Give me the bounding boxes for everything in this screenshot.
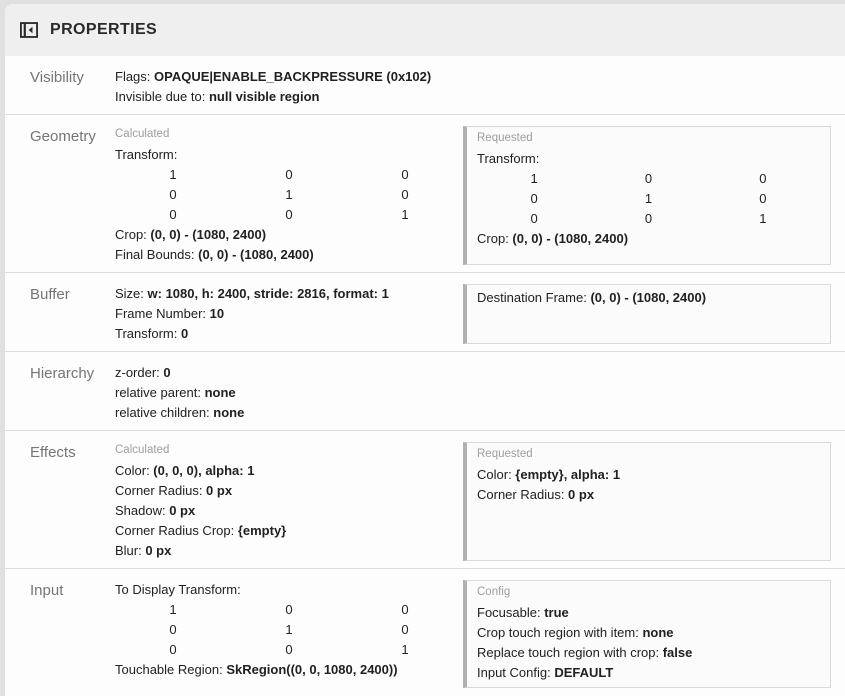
property-line [115,87,831,107]
property-line [477,623,820,643]
property-key: Corner Radius: [115,483,207,498]
matrix-cell: 0 [169,187,177,202]
property-line [115,541,463,561]
section-buffer [5,273,845,352]
transform-matrix [115,600,463,660]
requested-box [463,126,831,265]
property-key: Focusable: [477,605,545,620]
property-key: Input Config: [477,665,555,680]
property-value: (0, 0) - (1080, 2400) [150,227,267,242]
matrix-cell: 0 [759,171,767,186]
matrix-cell: 0 [169,622,177,637]
property-value: 0 px [568,487,595,502]
section-label: Visibility [30,69,84,86]
section-content [115,284,831,344]
section-content [115,580,831,688]
property-line [477,663,820,683]
property-line [477,603,820,623]
property-value: SkRegion((0, 0, 1080, 2400)) [226,662,398,677]
property-value: none [204,385,236,400]
property-key: Blur: [115,543,146,558]
matrix-cell: 1 [285,187,293,202]
property-value: true [544,605,569,620]
property-key: Size: [115,286,148,301]
property-line [477,229,820,249]
transform-matrix [477,169,820,229]
matrix-cell: 1 [285,622,293,637]
properties-panel [5,4,845,696]
matrix-cell: 1 [169,602,177,617]
property-key: Crop: [115,227,151,242]
property-line [115,481,463,501]
property-line: To Display Transform: [115,582,241,597]
collapse-panel-button[interactable] [17,18,41,42]
property-key: z-order: [115,365,164,380]
property-value: false [662,645,693,660]
property-line [115,67,831,87]
calculated-column [115,442,463,561]
property-key: Final Bounds: [115,247,199,262]
section-content [115,442,831,561]
matrix-cell: 1 [644,191,653,206]
matrix-cell: 0 [285,642,293,657]
calculated-column [115,284,463,344]
property-line [115,501,463,521]
property-line: Transform: [115,147,178,162]
matrix-cell: 0 [401,187,409,202]
matrix-cell: 1 [169,167,177,182]
property-value: 0 [163,365,171,380]
property-line [477,288,820,308]
property-line [477,465,820,485]
property-line [115,284,463,304]
matrix-cell: 0 [285,207,293,222]
property-value: {empty} [237,523,287,538]
transform-matrix [115,165,463,225]
section-label: Input [30,582,64,599]
matrix-cell: 0 [644,211,653,226]
group-tag: Requested [477,448,533,460]
matrix-cell: 1 [401,642,409,657]
property-key: Shadow: [115,503,170,518]
matrix-cell: 0 [530,211,538,226]
section-label: Effects [30,444,76,461]
section-visibility [5,56,845,115]
section-content [115,126,831,265]
property-value: 10 [209,306,225,321]
property-line [115,363,831,383]
section-content [115,67,831,107]
property-line [115,245,463,265]
requested-box [463,580,831,688]
sections [5,56,845,696]
matrix-cell: 0 [401,602,409,617]
property-value: (0, 0) - (1080, 2400) [590,290,707,305]
property-line [115,324,463,344]
property-line [115,403,831,423]
left-panel-close-icon [18,19,40,41]
requested-box [463,284,831,344]
property-value: null visible region [208,89,320,104]
matrix-cell: 0 [759,191,767,206]
property-key: Color: [477,467,516,482]
section-label: Geometry [30,128,96,145]
property-key: Corner Radius Crop: [115,523,238,538]
property-key: Color: [115,463,154,478]
group-tag: Calculated [115,444,170,456]
matrix-cell: 0 [401,622,409,637]
property-line [115,304,463,324]
property-key: Transform: [115,326,181,341]
matrix-cell: 0 [169,642,177,657]
property-value: 0 px [206,483,233,498]
matrix-cell: 1 [401,207,409,222]
property-value: 0 px [145,543,172,558]
matrix-cell: 1 [759,211,767,226]
property-value: 0 px [169,503,196,518]
property-value: (0, 0) - (1080, 2400) [512,231,629,246]
section-label: Buffer [30,286,70,303]
group-tag: Config [477,586,511,598]
property-line [115,660,463,680]
property-line [115,521,463,541]
property-key: Corner Radius: [477,487,569,502]
matrix-cell: 0 [530,191,538,206]
property-line [115,225,463,245]
requested-box [463,442,831,561]
property-key: relative children: [115,405,214,420]
property-value: OPAQUE|ENABLE_BACKPRESSURE (0x102) [154,69,432,84]
matrix-cell: 1 [530,171,538,186]
matrix-cell: 0 [401,167,409,182]
property-key: relative parent: [115,385,205,400]
property-value: DEFAULT [554,665,614,680]
section-geometry [5,115,845,273]
calculated-column [115,363,831,423]
property-value: none [213,405,245,420]
properties-header [5,4,845,56]
matrix-cell: 0 [285,602,293,617]
property-line [477,643,820,663]
property-value: 0 [180,326,189,341]
calculated-column [115,580,463,688]
matrix-cell: 0 [285,167,293,182]
section-input [5,569,845,695]
property-line [115,383,831,403]
property-value: (0, 0, 0), alpha: 1 [153,463,255,478]
property-line [115,461,463,481]
calculated-column [115,67,831,107]
section-label: Hierarchy [30,365,95,382]
property-key: Crop touch region with item: [477,625,643,640]
property-key: Invisible due to: [115,89,209,104]
property-key: Crop: [477,231,513,246]
matrix-cell: 0 [644,171,653,186]
group-tag: Requested [477,132,533,144]
calculated-column [115,126,463,265]
property-line [477,485,820,505]
property-key: Touchable Region: [115,662,227,677]
section-effects [5,431,845,569]
page-title: PROPERTIES [50,21,158,38]
property-key: Destination Frame: [477,290,591,305]
matrix-cell: 0 [169,207,177,222]
property-value: (0, 0) - (1080, 2400) [198,247,314,262]
property-key: Frame Number: [115,306,210,321]
property-value: none [642,625,674,640]
property-value: w: 1080, h: 2400, stride: 2816, format: 1 [147,286,389,301]
section-hierarchy [5,352,845,431]
section-content [115,363,831,423]
group-tag: Calculated [115,128,170,140]
property-key: Flags: [115,69,155,84]
property-value: {empty}, alpha: 1 [515,467,621,482]
property-line: Transform: [477,151,540,166]
property-key: Replace touch region with crop: [477,645,663,660]
